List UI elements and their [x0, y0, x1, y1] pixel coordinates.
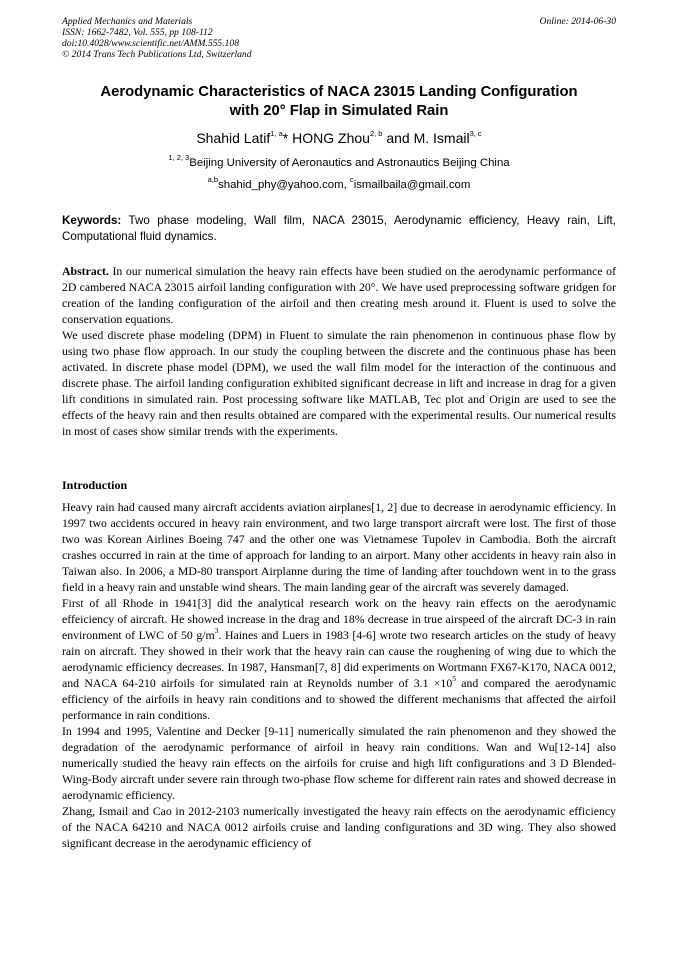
keywords-label: Keywords: — [62, 214, 122, 227]
abstract — [62, 263, 616, 439]
email-ab[interactable]: shahid_phy@yahoo.com, — [218, 179, 350, 191]
introduction-paragraph-3: In 1994 and 1995, Valentine and Decker [9-11] numerically simulated the rain phenomenon and they showed the degradation of the aerodynamic performance of airfoil in heavy rain conditions. Wan and Wu[12-14] also numerically studied the heavy rain effects on the airfoils for cruise and high lift configurations and 3 D Blended-Wing-Body aircraft under severe rain through two-phase flow scheme for different rain rates and showed decrease in aerodynamic efficiency. — [62, 724, 616, 802]
author-emails — [62, 175, 616, 193]
author-list — [62, 129, 616, 147]
keywords-text: Two phase modeling, Wall film, NACA 23015, Aerodynamic efficiency, Heavy rain, Lift, Computational fluid dynamics. — [62, 214, 616, 243]
paper-title — [62, 83, 616, 121]
journal-issn: ISSN: 1662-7482, Vol. 555, pp 108-112 — [62, 27, 213, 38]
intro-p2-part-b: . Haines and Luers in 1983 [4-6] wrote two research articles on the study of heavy rain on aircraft. They showed in their work that the heavy rain can cause the roughening of wing due to which the aerodynamic efficiency decreases. In 1987, Hansman[7, 8] did experiments on Wortmann FX67-K170, NACA 0012, and NACA 64-210 airfoils for simulated rain at Reynolds number of 3.1 ×10 — [62, 628, 616, 690]
paper-title-line-2: with 20° Flap in Simulated Rain — [229, 103, 449, 119]
author-1-corresponding-mark: * — [282, 130, 289, 146]
abstract-paragraph-1 — [62, 263, 616, 327]
intro-p2-superscript-1: 3 — [214, 626, 219, 636]
author-3-name: and M. Ismail — [386, 130, 470, 146]
introduction-paragraph-4: Zhang, Ismail and Cao in 2012-2103 numerically investigated the heavy rain effects on the aerodynamic efficiency of the NACA 64210 and NACA 0012 airfoils cruise and landing configurations and 3D wing. They also showed significant decrease in the aerodynamic efficiency of — [62, 804, 616, 850]
email-c[interactable]: ismailbaila@gmail.com — [353, 179, 471, 191]
paper-title-line-1: Aerodynamic Characteristics of NACA 23015 Landing Configuration — [100, 84, 578, 100]
introduction-paragraph-1: Heavy rain had caused many aircraft accidents aviation airplanes[1, 2] due to decrease in aerodynamic efficiency. In 1997 two accidents occured in heavy rain environment, and two large transport aircraft were lost. The first of those two was Korean Airlines Boeing 747 and the other one was Vietnamese Tupolev in Cambodia. Both the aircraft crashes occurred in rain at the time of approach for landing to an airport. Many other accidents in heavy rain also in Taiwan also. In 2006, a MD-80 transport Airplanne during the time of landing after touchdown went in to the grass field in a heavy rain and unstable wind shears. The main landing gear of the aircraft was severely damaged. — [62, 500, 616, 594]
abstract-label: Abstract. — [62, 264, 109, 278]
author-1-affil: 1, a — [270, 129, 283, 139]
journal-info — [62, 16, 616, 60]
email-mark-c: c — [349, 175, 354, 185]
introduction-paragraph-2 — [62, 595, 616, 723]
abstract-paragraph-2: We used discrete phase modeling (DPM) in Fluent to simulate the rain phenomenon in continuous phase flow by using two phase flow approach. In our study the coupling between the discrete and the continuous phase has been activated. In discrete phase model (DPM), we used the wall film model for the interaction of the continuous and discrete phase. The airfoil landing configuration exhibited significant decrease in lift and increase in drag for a given lift conditions in simulated rain. Post processing software like MATLAB, Tec plot and Origin are used to see the effects of the heavy rain and then results obtained are compared with the experimental results. Our numerical results in most of cases show similar trends with the experiments. — [62, 328, 616, 438]
author-1-name: Shahid Latif — [196, 130, 271, 146]
author-2-name: HONG Zhou — [288, 130, 370, 146]
abstract-text-1: In our numerical simulation the heavy rain effects have been studied on the aerodynamic performance of 2D cambered NACA 23015 airfoil landing configuration with 20°. We have used preprocessing software gridgen for creation of the landing configuration of the airfoil and then creating mesh around it. Fluent is used to solve the conservation equations. — [62, 264, 616, 326]
journal-header — [62, 16, 616, 60]
affiliation-text: Beijing University of Aeronautics and Astronautics Beijing China — [189, 157, 510, 169]
online-date: Online: 2014-06-30 — [539, 16, 616, 27]
email-marks-ab: a,b — [207, 175, 219, 185]
intro-p2-part-c: and compared the aerodynamic efficiency of the airfoils in heavy rain conditions and to showed the different mechanisms that affected the airfoil performance in rain conditions. — [62, 676, 616, 722]
journal-name: Applied Mechanics and Materials — [62, 16, 193, 27]
journal-doi: doi:10.4028/www.scientific.net/AMM.555.108 — [62, 38, 240, 49]
keywords — [62, 213, 616, 244]
intro-p2-part-a: First of all Rhode in 1941[3] did the analytical research work on the heavy rain effects on the aerodynamic effeiciency of aircraft. He showed increase in the drag and 18% decrease in true airspeed of the aircraft DC-3 in rain environment of LWC of 50 g/m — [62, 596, 616, 642]
affiliation-marks: 1, 2, 3 — [168, 153, 190, 163]
journal-copyright: © 2014 Trans Tech Publications Ltd, Switzerland — [62, 49, 252, 60]
intro-p2-superscript-2: 5 — [452, 674, 456, 684]
author-3-affil: 3, c — [469, 129, 482, 139]
introduction-heading: Introduction — [62, 478, 128, 492]
author-2-affil: 2, b — [369, 129, 383, 139]
affiliation — [62, 153, 616, 171]
introduction-body — [62, 499, 616, 851]
